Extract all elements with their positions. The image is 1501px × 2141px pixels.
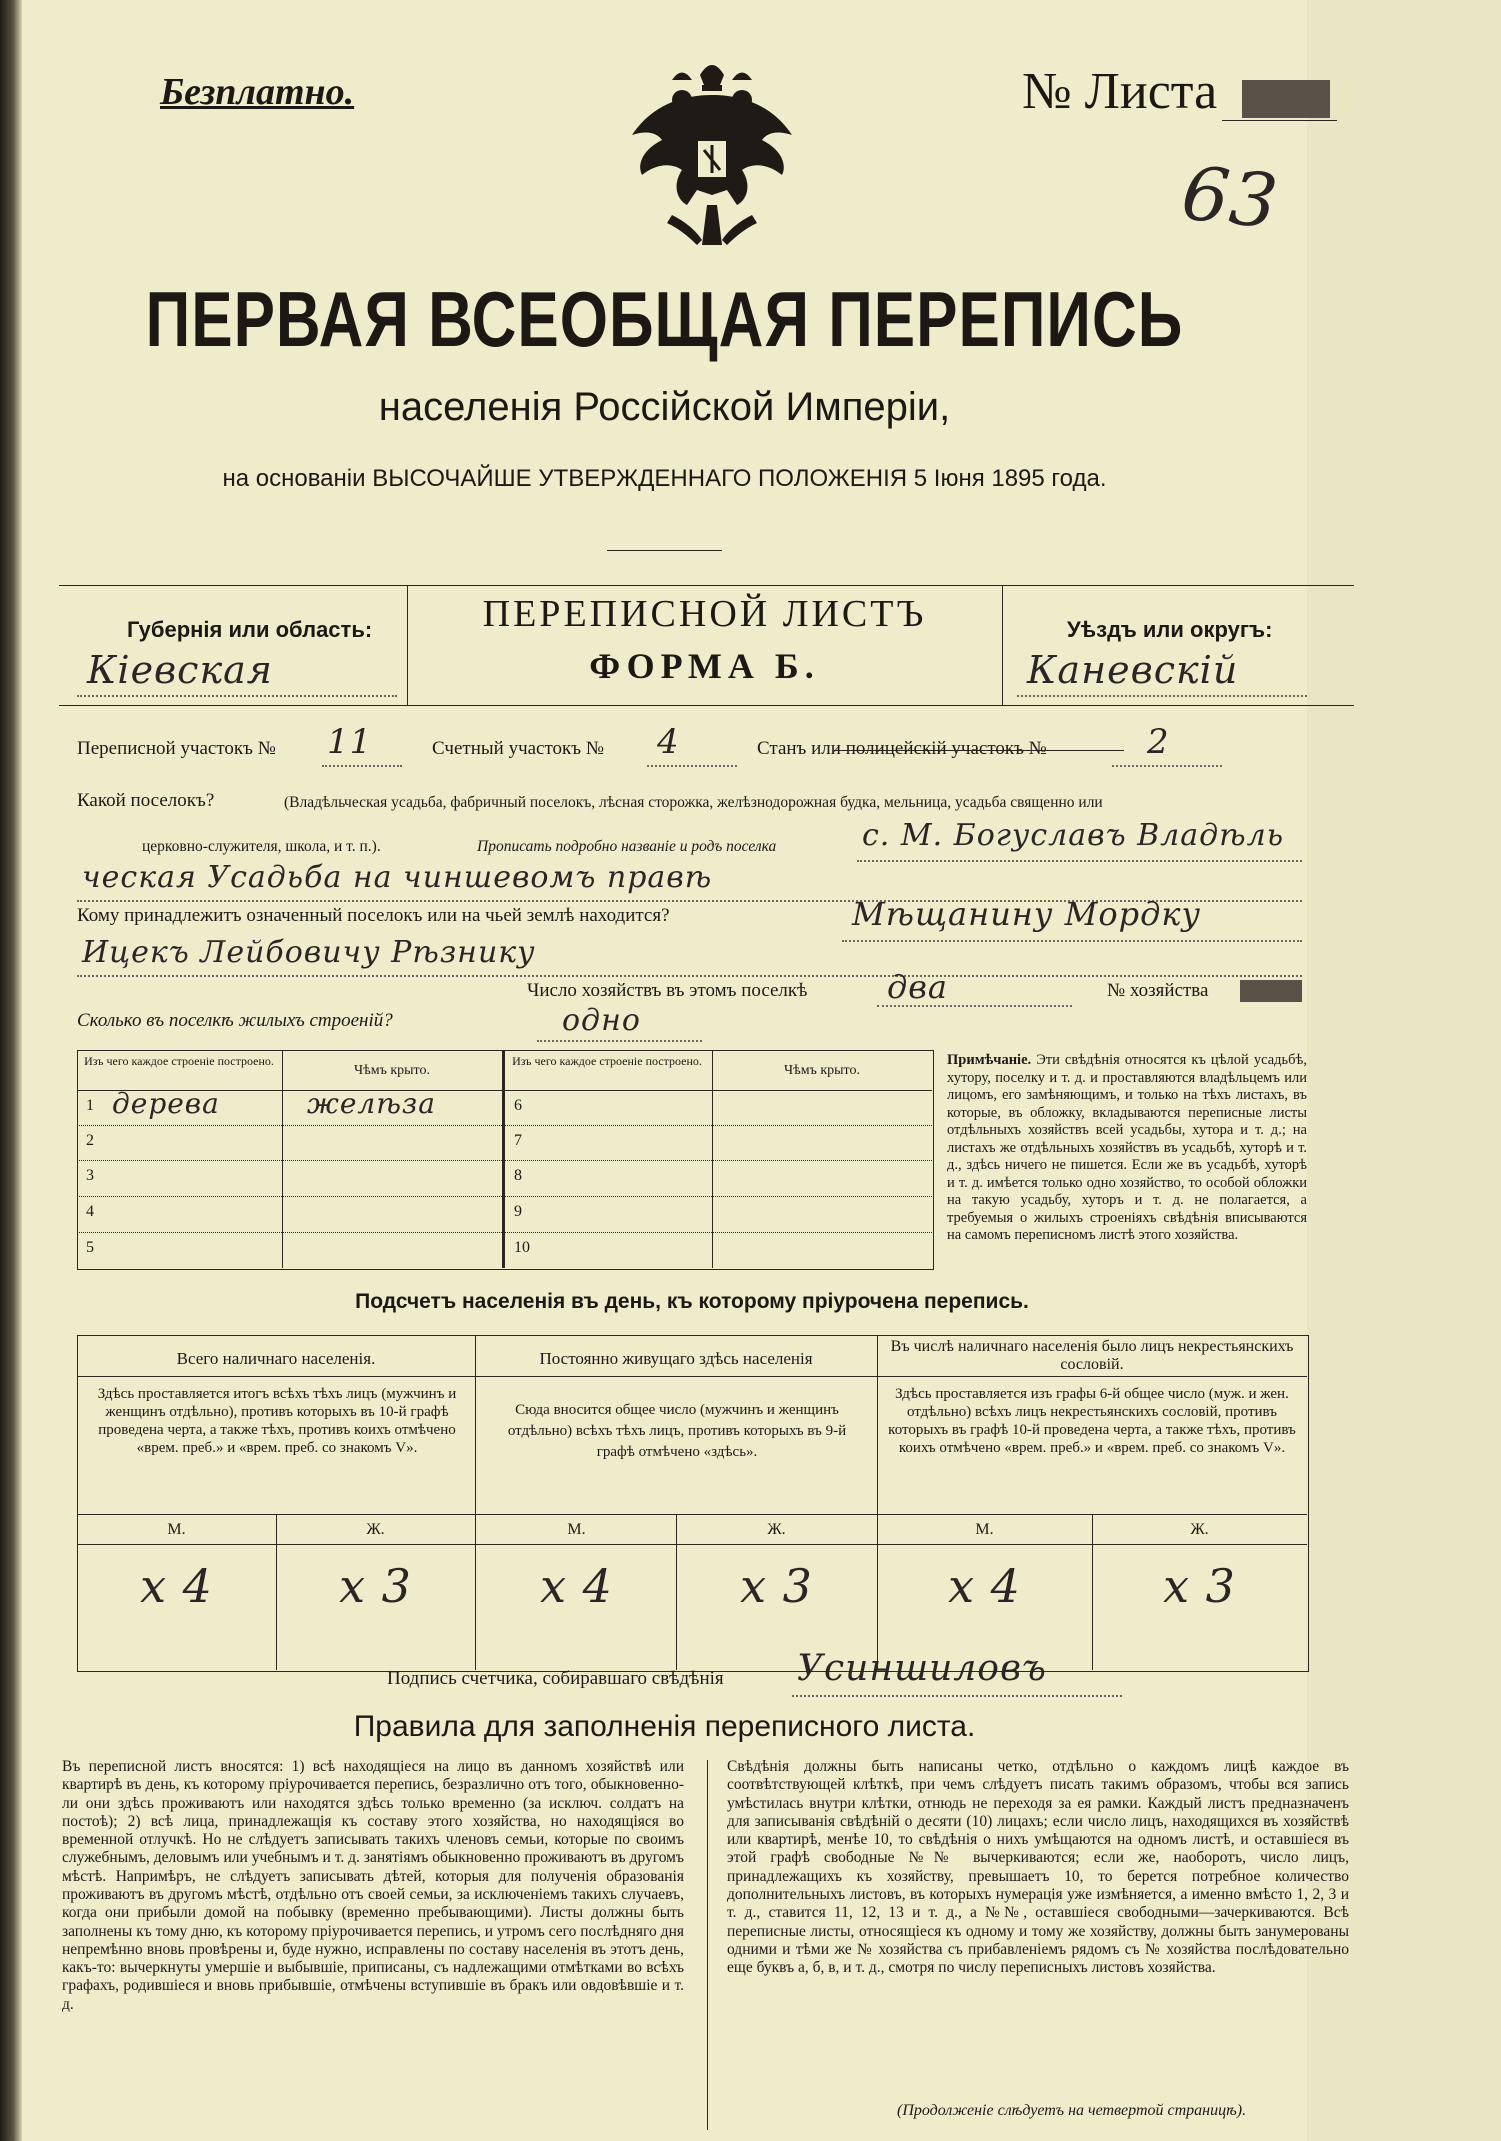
table-row-number: 10	[514, 1239, 530, 1256]
table-divider	[712, 1050, 713, 1268]
owner-value-1: Мѣщанину Мордку	[852, 895, 1202, 933]
table-roof-value: желѣза	[307, 1087, 436, 1120]
schetny-label: Счетный участокъ №	[432, 738, 604, 759]
title-separator	[607, 550, 722, 551]
double-headed-eagle-emblem	[612, 45, 812, 255]
signature-label: Подпись счетчика, собиравшаго свѣдѣнія	[387, 1668, 724, 1689]
page-subtitle: населенія Россійской Имперіи,	[378, 385, 951, 429]
owner-label: Кому принадлежитъ означенный поселокъ или на чьей землѣ находится?	[77, 905, 670, 926]
buildings-value: одно	[562, 1003, 641, 1038]
count-f-label: Ж.	[366, 1521, 385, 1538]
note-lead: Примѣчаніе.	[947, 1052, 1032, 1068]
sheet-type-title: ПЕРЕПИСНОЙ ЛИСТЪ	[482, 593, 927, 635]
buildings-label: Сколько въ поселкѣ жилыхъ строеній?	[77, 1010, 393, 1031]
census-form-page	[22, 0, 1501, 2141]
count-col-divider	[877, 1335, 878, 1670]
redacted-stamp	[1242, 80, 1330, 118]
table-row-line	[77, 1196, 932, 1197]
table-row-line	[77, 1160, 932, 1161]
poselok-underline-1	[857, 860, 1302, 862]
schetny-underline	[647, 765, 737, 767]
poselok-label: Какой поселокъ?	[77, 790, 215, 811]
perepisnoy-value: 11	[327, 722, 373, 762]
rules-title: Правила для заполненія переписного листа.	[353, 1710, 976, 1743]
count-mf-line	[77, 1544, 1307, 1545]
count-f-label: Ж.	[1190, 1521, 1209, 1538]
table-row-number: 5	[86, 1239, 94, 1256]
table-row-number: 7	[514, 1132, 522, 1149]
rules-right-column: Свѣдѣнія должны быть написаны четко, отдѣльно о каждомъ лицѣ каждое въ соотвѣтствующей клѣткѣ, при чемъ слѣдуетъ писать такимъ образомъ, чтобы вся запись умѣстилась внутри клѣтки, отнюдь не переходя за ея рамки. Каждый листъ предназначенъ для записыванія свѣдѣній о десяти (10) лицахъ; если число лицъ, находящихся въ хозяйствѣ или квартирѣ, менѣе 10, то свѣдѣнія о нихъ умѣщаются на одномъ листѣ, и оставшіеся въ этой графѣ свободные №№ вычеркиваются; если же, наоборотъ, число лицъ, принадлежащихъ къ хозяйству, превышаетъ 10, то берется потребное количество дополнительныхъ листовъ, въ которыхъ нумерація уже измѣняется, а именно вмѣсто 1, 2, 3 и т. д., ставится 11, 12, 13 и т. д., а №№, оставшіеся свободными—зачеркиваются. Всѣ переписные листы, относящіеся къ одному и тому же хозяйству, должны быть занумерованы одними и тѣми же № хозяйства съ прибавленіемъ рядомъ съ № хозяйства послѣдовательно еще буквъ а, б, в, и т. д., смотря по числу переписныхъ листовъ хозяйства.	[727, 1758, 1349, 1977]
uezd-value: Каневскій	[1027, 648, 1239, 692]
count-value: x 4	[948, 1559, 1021, 1613]
header-frame-bottom	[59, 705, 1354, 706]
table-row-number: 8	[514, 1167, 522, 1184]
count-m-label: М.	[167, 1521, 186, 1538]
note-block	[947, 1052, 1307, 1245]
count-m-label: М.	[567, 1521, 586, 1538]
count-value: x 3	[740, 1559, 813, 1613]
count-col3-text: Здѣсь проставляется изъ графы 6-й общее число (муж. и жен. отдѣльно) всѣхъ лицъ некрестьянскихъ сословій, противъ которыхъ въ графѣ 10-й проведена черта, а также тѣхъ, противъ коихъ отмѣчено «врем. преб.» и «врем. преб. со знакомъ V».	[888, 1386, 1296, 1456]
count-mf-divider	[676, 1514, 677, 1670]
count-m-label: М.	[975, 1521, 994, 1538]
poselok-hint-italic: Прописать подробно названіе и родъ поселка	[477, 838, 777, 855]
col-material-header: Изъ чего каждое строеніе построено.	[84, 1054, 274, 1068]
count-mf-divider	[276, 1514, 277, 1670]
uezd-underline	[1017, 695, 1307, 697]
table-row-number: 2	[86, 1132, 94, 1149]
table-row-number: 1	[86, 1097, 94, 1114]
rules-continued-note: (Продолженіе слѣдуетъ на четвертой страницѣ).	[897, 2102, 1247, 2119]
stan-strikethrough	[834, 750, 1124, 751]
household-no-label: № хозяйства	[1107, 980, 1209, 1001]
free-label: Безплатно.	[160, 71, 355, 113]
note-text: Эти свѣдѣнія относятся къ цѣлой усадьбѣ, хутору, поселку и т. д. и проставляются владѣльцемъ или лицомъ, его замѣняющимъ, и только на тѣхъ листахъ, въ которые, въ обложку, вкладываются переписные листы отдѣльныхъ хозяйствъ всей усадьбы, хутора и т. д.; на листахъ же отдѣльныхъ хозяйствъ въ усадьбѣ, хуторѣ и т. д., здѣсь ничего не пишется. Если же въ усадьбѣ, хуторѣ и т. д. имѣется только одно хозяйство, то особой обложки на такую усадьбу, хуторъ и т. д. не полагается, а требуемыя о жилыхъ строеніяхъ свѣдѣнія вписываются на самомъ переписномъ листѣ этого хозяйства.	[947, 1052, 1308, 1244]
table-row-line	[77, 1125, 932, 1126]
count-col1-text: Здѣсь проставляется итогъ всѣхъ тѣхъ лицъ (мужчинъ и женщинъ отдѣльно), противъ которыхъ въ 10-й графѣ проведена черта, а также тѣхъ, противъ коихъ отмѣчено «врем. преб.» и «врем. преб. со знакомъ V».	[97, 1386, 457, 1456]
table-row-number: 4	[86, 1203, 94, 1220]
sheet-number-handwritten: 63	[1177, 150, 1283, 246]
households-value: два	[887, 968, 948, 1006]
stan-underline	[1112, 765, 1222, 767]
schetny-value: 4	[657, 722, 680, 762]
perepisnoy-label: Переписной участокъ №	[77, 738, 276, 759]
col-roof-header: Чѣмъ крыто.	[354, 1063, 430, 1078]
header-frame-top	[59, 585, 1354, 586]
poselok-hint-1: (Владѣльческая усадьба, фабричный поселокъ, лѣсная сторожка, желѣзнодорожная будка, мельница, усадьба священно или	[284, 794, 1103, 811]
sheet-number-label: № Листа	[1022, 63, 1218, 120]
count-heading: Подсчетъ населенія въ день, къ которому пріурочена перепись.	[355, 1290, 1029, 1313]
table-row-number: 9	[514, 1203, 522, 1220]
buildings-underline	[537, 1040, 702, 1042]
signature-underline	[792, 1695, 1122, 1697]
table-divider	[282, 1050, 283, 1268]
stan-label: Станъ или полицейскій участокъ №	[757, 738, 1047, 759]
perepisnoy-underline	[322, 765, 402, 767]
count-f-label: Ж.	[767, 1521, 786, 1538]
count-mf-divider	[1092, 1514, 1093, 1670]
binding-edge	[0, 0, 22, 2141]
table-row-number: 3	[86, 1167, 94, 1184]
households-underline	[877, 1005, 1072, 1007]
owner-underline-2	[77, 975, 1302, 977]
count-text-line	[77, 1514, 1307, 1515]
count-col2-title: Постоянно живущаго здѣсь населенія	[539, 1349, 813, 1368]
count-col1-title: Всего наличнаго населенія.	[176, 1349, 376, 1368]
stan-value: 2	[1147, 722, 1170, 762]
count-col-divider	[475, 1335, 476, 1670]
gubernia-underline	[77, 695, 397, 697]
rules-column-divider	[707, 1760, 708, 2130]
sheet-number-underline	[1222, 120, 1337, 121]
col-roof-header: Чѣмъ крыто.	[784, 1063, 860, 1078]
table-row-line	[77, 1232, 932, 1233]
households-label: Число хозяйствъ въ этомъ поселкѣ	[527, 980, 808, 1001]
count-value: x 3	[339, 1559, 412, 1613]
form-name: ФОРМА Б.	[589, 646, 820, 686]
poselok-value-1: с. М. Богуславъ Владѣль	[862, 818, 1285, 853]
uezd-label: Уѣздъ или округъ:	[1067, 617, 1273, 642]
legal-basis-line: на основаніи ВЫСОЧАЙШЕ УТВЕРЖДЕННАГО ПОЛОЖЕНІЯ 5 Іюня 1895 года.	[222, 465, 1107, 492]
table-material-value: дерева	[112, 1087, 220, 1120]
poselok-value-2: ческая Усадьба на чиншевомъ правѣ	[82, 860, 713, 895]
page-title: ПЕРВАЯ ВСЕОБЩАЯ ПЕРЕПИСЬ	[145, 277, 1184, 364]
rules-left-column: Въ переписной листъ вносятся: 1) всѣ находящіеся на лицо въ данномъ хозяйствѣ или квартирѣ въ день, къ которому пріурочивается перепись, безразлично отъ того, обыкновенно-ли они здѣсь проживаютъ или находятся здѣсь только временно (за исключ. солдатъ на постоѣ); 2) всѣ лица, принадлежащія къ составу этого хозяйства, но находящіяся во временной отлучкѣ. Но не слѣдуетъ записывать такихъ членовъ семьи, которые по своимъ служебнымъ, деловымъ или учебнымъ и т. д. занятіямъ обыкновенно проживаютъ въ другомъ мѣстѣ. Напримѣръ, не слѣдуетъ записывать дѣтей, которыя для полученія образованія проживаютъ въ другомъ мѣстѣ, отдѣльно отъ своей семьи, за исключеніемъ такихъ случаевъ, когда они прибыли домой на побывку (временно пребывающими). Листы должны быть заполнены къ тому дню, къ которому пріурочивается перепись, и утромъ сего послѣдняго дня непремѣнно вновь провѣрены и, буде нужно, исправлены по составу населенія въ этотъ день, какъ-то: вычеркнуты умершіе и выбывшіе, приписаны, съ надлежащими отмѣтками во всѣхъ графахъ, родившіеся и вновь прибывшіе, отмѣчены вступившіе въ бракъ или овдовѣвшіе и т. д.	[62, 1758, 684, 2013]
count-col2-text: Сюда вносится общее число (мужчинъ и женщинъ отдѣльно) всѣхъ тѣхъ лицъ, противъ которыхъ въ 9-й графѣ отмѣчено «здѣсь».	[507, 1402, 847, 1460]
signature-value: Усиншиловъ	[797, 1648, 1047, 1689]
header-frame-divider-right	[1002, 585, 1003, 705]
count-value: x 3	[1163, 1559, 1236, 1613]
owner-value-2: Ицекъ Лейбовичу Рѣзнику	[82, 935, 536, 970]
redacted-household-no	[1240, 980, 1302, 1002]
poselok-hint-2: церковно-служителя, школа, и т. п.).	[142, 838, 381, 855]
count-col3-title: Въ числѣ наличнаго населенія было лицъ некрестьянскихъ сословій.	[890, 1338, 1294, 1374]
col-material-header: Изъ чего каждое строеніе построено.	[512, 1054, 702, 1068]
count-value: x 4	[140, 1559, 213, 1613]
gubernia-label: Губернія или область:	[127, 617, 373, 642]
gubernia-value: Кіевская	[87, 648, 273, 692]
count-value: x 4	[540, 1559, 613, 1613]
table-divider	[502, 1050, 505, 1268]
owner-underline-1	[842, 940, 1302, 942]
table-row-number: 6	[514, 1097, 522, 1114]
count-title-line	[77, 1376, 1307, 1377]
